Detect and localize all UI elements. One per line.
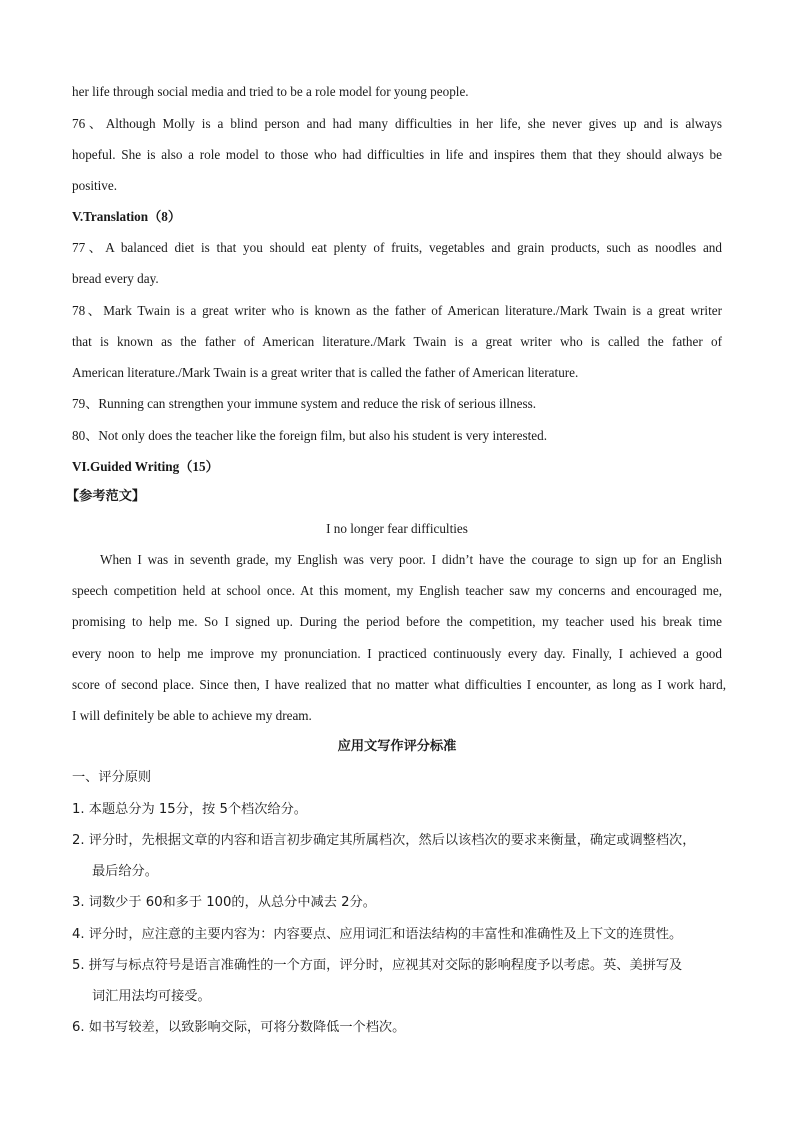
rubric-item-6: 6. 如书写较差，以致影响交际，可将分数降低一个档次。	[72, 1020, 406, 1035]
answer-79: 79、Running can strengthen your immune system and reduce the risk of serious illness.	[72, 396, 537, 411]
sample-essay-label: 【参考范文】	[66, 489, 146, 504]
section-heading-guided-writing: VI.Guided Writing（15）	[72, 459, 219, 474]
rubric-item-3: 3. 词数少于 60和多于 100的，从总分中减去 2分。	[72, 895, 376, 910]
rubric-item-5: 5. 拼写与标点符号是语言准确性的一个方面，评分时，应视其对交际的影响程度予以考虑。英、美拼写及	[72, 958, 683, 973]
essay-line-3: promising to help me. So I signed up. During the period before the competition, my teacher used his break time	[72, 614, 722, 629]
rubric-item-2-cont: 最后给分。	[92, 864, 158, 879]
rubric-item-2: 2. 评分时，先根据文章的内容和语言初步确定其所属档次，然后以该档次的要求来衡量，确定或调整档次，	[72, 833, 696, 848]
answer-77-line-2: bread every day.	[72, 271, 159, 286]
rubric-item-5-cont: 词汇用法均可接受。	[92, 989, 211, 1004]
answer-78-line-1: 78、Mark Twain is a great writer who is known as the father of American literature./Mark Twain is a great writer	[72, 303, 722, 318]
answer-76-line-3: positive.	[72, 178, 118, 193]
essay-line-5: score of second place. Since then, I have realized that no matter what difficulties I encounter, as long as I work hard,	[72, 677, 726, 692]
essay-title: I no longer fear difficulties	[326, 521, 468, 536]
answer-75-continued: her life through social media and tried to be a role model for young people.	[72, 84, 469, 99]
answer-80: 80、Not only does the teacher like the foreign film, but also his student is very interested.	[72, 428, 548, 443]
answer-77-line-1: 77、A balanced diet is that you should eat plenty of fruits, vegetables and grain products, such as noodles and	[72, 240, 722, 255]
rubric-section-principles: 一、评分原则	[72, 770, 152, 785]
answer-78-line-2: that is known as the father of American literature./Mark Twain is a great writer who is called the father of	[72, 334, 722, 349]
rubric-item-4: 4. 评分时，应注意的主要内容为：内容要点、应用词汇和语法结构的丰富性和准确性及上下文的连贯性。	[72, 927, 683, 942]
rubric-item-1: 1. 本题总分为 15分，按 5个档次给分。	[72, 802, 307, 817]
section-heading-translation: V.Translation（8）	[72, 209, 182, 224]
answer-76-line-2: hopeful. She is also a role model to those who had difficulties in life and inspires them that they should always be	[72, 147, 722, 162]
essay-line-6: I will definitely be able to achieve my dream.	[72, 708, 312, 723]
essay-line-4: every noon to help me improve my pronunciation. I practiced continuously every day. Finally, I achieved a good	[72, 646, 722, 661]
essay-line-1: When I was in seventh grade, my English was very poor. I didn’t have the courage to sign up for an English	[100, 552, 722, 567]
rubric-title: 应用文写作评分标准	[337, 739, 457, 754]
answer-78-line-3: American literature./Mark Twain is a great writer that is called the father of American literature.	[72, 365, 579, 380]
answer-76-line-1: 76、Although Molly is a blind person and had many difficulties in her life, she never gives up and is always	[72, 116, 722, 131]
essay-line-2: speech competition held at school once. At this moment, my English teacher saw my concerns and encouraged me,	[72, 583, 722, 598]
